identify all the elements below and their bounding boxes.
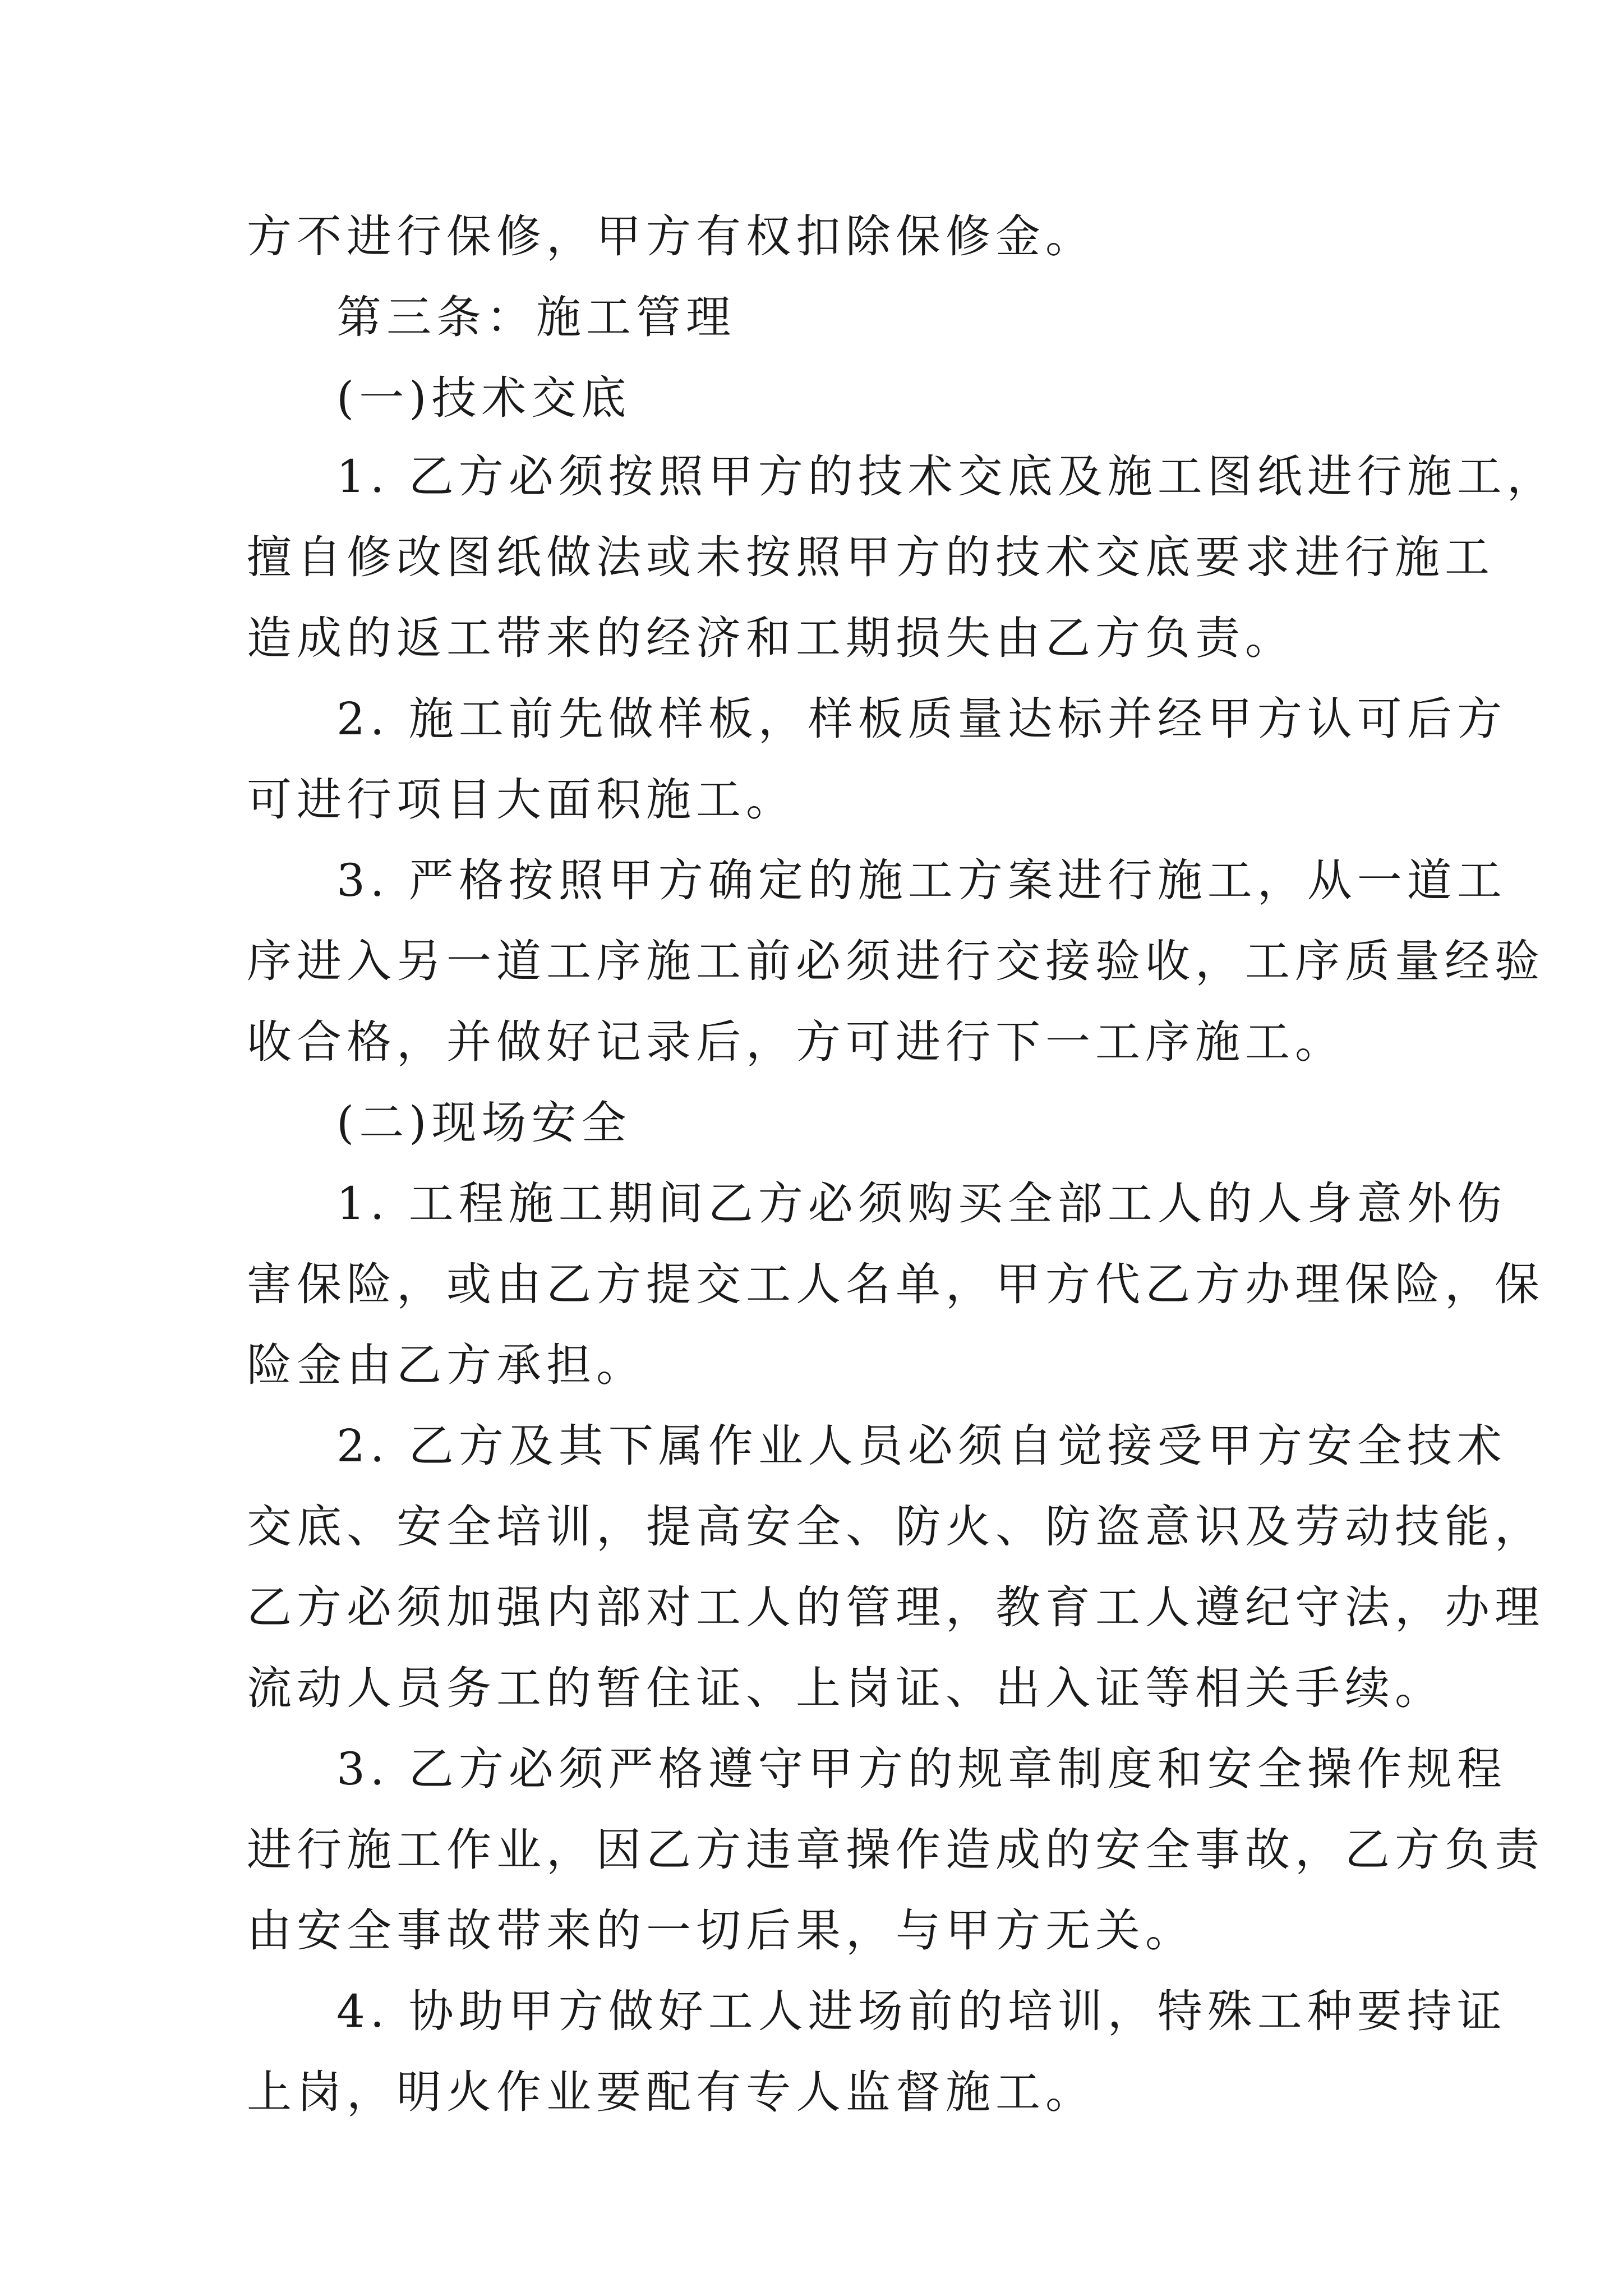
paragraph-line: 害保险，或由乙方提交工人名单，甲方代乙方办理保险，保 bbox=[247, 1258, 1544, 1310]
paragraph-line: 擅自修改图纸做法或未按照甲方的技术交底要求进行施工 bbox=[247, 531, 1495, 583]
paragraph-line: 险金由乙方承担。 bbox=[247, 1339, 646, 1391]
paragraph-line: 交底、安全培训，提高安全、防火、防盗意识及劳动技能， bbox=[247, 1501, 1544, 1553]
paragraph-line: 1. 工程施工期间乙方必须购买全部工人的人身意外伤 bbox=[336, 1177, 1507, 1230]
subsection-heading: (二)现场安全 bbox=[336, 1097, 631, 1149]
paragraph-line: 流动人员务工的暂住证、上岗证、出入证等相关手续。 bbox=[247, 1662, 1445, 1714]
paragraph-line: 可进行项目大面积施工。 bbox=[247, 774, 796, 826]
paragraph-line: 3. 严格按照甲方确定的施工方案进行施工，从一道工 bbox=[336, 854, 1507, 907]
paragraph-line: 2. 乙方及其下属作业人员必须自觉接受甲方安全技术 bbox=[336, 1420, 1507, 1472]
paragraph-line: 由安全事故带来的一切后果，与甲方无关。 bbox=[247, 1904, 1195, 1957]
paragraph-line: 4. 协助甲方做好工人进场前的培训，特殊工种要持证 bbox=[336, 1985, 1507, 2037]
paragraph-line: 2. 施工前先做样板，样板质量达标并经甲方认可后方 bbox=[336, 693, 1507, 745]
paragraph-line: 序进入另一道工序施工前必须进行交接验收，工序质量经验 bbox=[247, 935, 1544, 987]
paragraph-line: 方不进行保修，甲方有权扣除保修金。 bbox=[247, 210, 1095, 263]
paragraph-line: 收合格，并做好记录后，方可进行下一工序施工。 bbox=[247, 1016, 1345, 1068]
paragraph-line: 造成的返工带来的经济和工期损失由乙方负责。 bbox=[247, 612, 1295, 664]
paragraph-line: 进行施工作业，因乙方违章操作造成的安全事故，乙方负责 bbox=[247, 1824, 1544, 1876]
paragraph-line: 乙方必须加强内部对工人的管理，教育工人遵纪守法，办理 bbox=[247, 1581, 1544, 1634]
section-heading: 第三条：施工管理 bbox=[336, 291, 736, 343]
paragraph-line: 3. 乙方必须严格遵守甲方的规章制度和安全操作规程 bbox=[336, 1743, 1507, 1795]
paragraph-line: 上岗，明火作业要配有专人监督施工。 bbox=[247, 2066, 1095, 2118]
subsection-heading: (一)技术交底 bbox=[336, 372, 631, 424]
paragraph-line: 1. 乙方必须按照甲方的技术交底及施工图纸进行施工， bbox=[336, 450, 1557, 503]
